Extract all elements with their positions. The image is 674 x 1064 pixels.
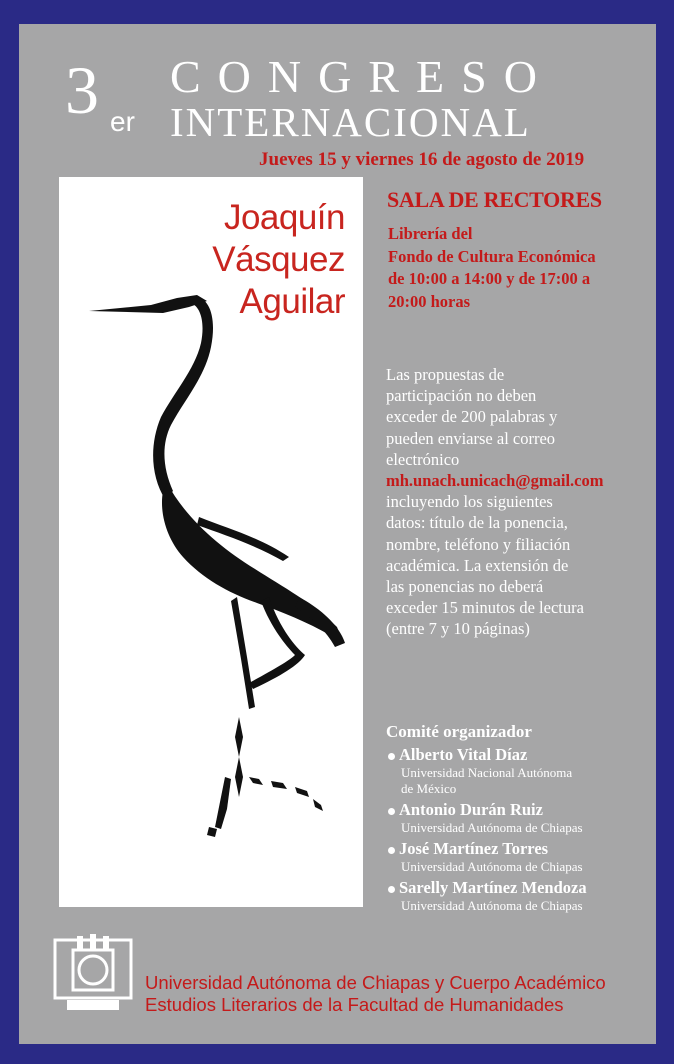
bullet-icon [388,753,395,760]
committee-member [388,800,583,836]
edition-suffix: er [110,106,135,137]
venue-details [388,223,596,313]
info-line: participación no deben [386,386,537,406]
member-name: Antonio Durán Ruiz [399,800,543,819]
venue-line: de 10:00 a 14:00 y de 17:00 a [388,269,591,288]
bullet-icon [388,808,395,815]
info-line: académica. La extensión de [386,555,569,575]
info-line: Las propuestas de [386,365,505,384]
member-affiliation: Universidad Autónoma de Chiapas [401,898,583,913]
honoree-name [212,197,345,323]
committee-title: Comité organizador [386,722,532,741]
venue-hall: SALA DE RECTORES [387,187,602,212]
edition-number: 3 [65,52,99,128]
footer-line: Estudios Literarios de la Facultad de Humanidades [145,994,564,1015]
member-affiliation: Universidad Autónoma de Chiapas [401,859,583,874]
info-line: electrónico [386,449,460,469]
university-seal-icon [47,934,139,1014]
venue-line: 20:00 horas [388,291,471,311]
submission-info [386,364,604,640]
member-affiliation: de México [401,781,457,796]
info-line: las ponencias no deberá [386,577,544,597]
footer-line: Universidad Autónoma de Chiapas y Cuerpo Académico [145,972,606,993]
member-affiliation: Universidad Nacional Autónoma [401,765,573,780]
bullet-icon [388,886,395,893]
info-line: pueden enviarse al correo [386,428,556,448]
footer [145,972,606,1016]
info-line: datos: título de la ponencia, [386,513,568,533]
member-name: José Martínez Torres [399,839,549,858]
info-line: exceder de 200 palabras y [386,407,558,427]
honoree-surname-2: Aguilar [239,282,345,321]
event-date: Jueves 15 y viernes 16 de agosto de 2019 [259,149,585,170]
committee-member [388,745,572,797]
honoree-surname-1: Vásquez [212,240,345,279]
member-name: Sarelly Martínez Mendoza [399,878,587,897]
poster [19,24,656,1044]
honoree-first-name: Joaquín [223,198,345,237]
bottom-frame [0,1045,674,1064]
info-line: nombre, teléfono y filiación [386,534,571,554]
info-line: (entre 7 y 10 páginas) [386,619,530,639]
info-line: exceder 15 minutos de lectura [386,598,584,618]
honoree-card [59,177,363,907]
title-congreso: CONGRESO [170,51,554,102]
info-line: incluyendo los siguientes [386,492,553,512]
contact-email[interactable]: mh.unach.unicach@gmail.com [386,471,604,491]
committee-member [388,839,583,875]
venue-line: Librería del [388,224,473,243]
title-internacional: INTERNACIONAL [170,99,531,145]
bullet-icon [388,847,395,854]
venue-line: Fondo de Cultura Económica [388,246,596,266]
committee-member [388,878,587,914]
member-affiliation: Universidad Autónoma de Chiapas [401,820,583,835]
member-name: Alberto Vital Díaz [399,745,528,764]
